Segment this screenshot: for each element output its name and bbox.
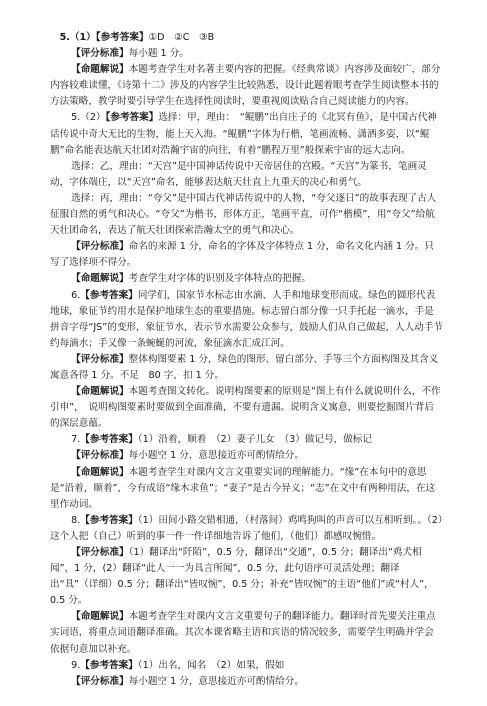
- label-text: 【评分标准】: [71, 353, 129, 365]
- body-text: （1）田间小路交错相通，（村落间）鸡鸣狗叫的声音可以互相听到。。（2）这个人把（自己）听到的事一件一件详细地告诉了他们，（他们）都感叹惋惜。: [50, 514, 443, 542]
- body-text: 每小题 1 分。: [128, 48, 189, 60]
- paragraph-q8-answer: [50, 513, 443, 545]
- label-text: 【评分标准】: [71, 241, 129, 253]
- paragraph-q6-answer: [50, 288, 443, 352]
- answer-content: [50, 30, 443, 690]
- body-text: （1）出名，闻名 （2）如果，假如: [137, 659, 285, 671]
- paragraph-q5-2-answer: [50, 110, 443, 158]
- label-text: 【参考答案】: [80, 514, 138, 526]
- body-text: 考查学生对字体的识别及字体特点的把握。: [128, 273, 311, 285]
- paragraph-q5-2-standard: [50, 239, 443, 271]
- label-text: 【评分标准】: [71, 547, 129, 558]
- paragraph-q8-analysis: [50, 609, 443, 657]
- body-text: 6.: [71, 289, 81, 301]
- paragraph-q5-1-analysis: [50, 62, 443, 110]
- body-text: 5.（2）: [71, 112, 106, 124]
- paragraph-q6-standard: [50, 352, 443, 384]
- paragraph-q7-answer: [50, 432, 443, 448]
- body-text: 7.: [71, 434, 81, 446]
- label-text: 【命题解说】: [71, 386, 129, 398]
- paragraph-q7-standard: [50, 448, 443, 464]
- label-text: 【参考答案】: [105, 112, 159, 124]
- label-text: 【参考答案】: [95, 32, 149, 43]
- label-text: 【评分标准】: [71, 450, 129, 462]
- body-text: 本题考查图文转化。说明构图要素的原则是“图上有什么就说明什么，不作引申”， 说明构图要素时要做到全面准确，不要有遗漏。说明含义寓意，则要挖掘图片背后的深层意蕴。: [50, 386, 441, 430]
- paragraph-q6-analysis: [50, 384, 443, 432]
- body-text: （1）翻译出“阡陌”，0.5 分，翻译出“交通”，0.5 分；翻译出“鸡犬相闻”，1 分，(2）翻译“此人一一为具言所闻”，0.5 分，此句语序可灵活处理；翻译出“具”（详细）0.5 分；翻译出“皆叹惋”，0.5 分；补充“皆叹惋”的主语“他们”或“村人”，0.5 分。: [50, 547, 434, 607]
- label-text: 【参考答案】: [80, 659, 138, 671]
- paragraph-q5-2-c: [50, 191, 443, 239]
- paragraph-q8-standard: [50, 545, 443, 609]
- body-text: 本题考查学生对课内文言文重要句子的翻译能力。翻译时首先要关注重点实词语，将重点词语翻译准确。其次本课省略主语和宾语的情况较多，需要学生明确并学会依据句意加以补充。: [50, 611, 436, 655]
- body-text: （1）沿着，顺着 （2）妻子儿女 （3）做记号，做标记: [137, 434, 372, 446]
- body-text: 本题考查学生对名著主要内容的把握。《经典常谈》内容涉及面较广，部分内容较难读懂，《诗第十二》涉及的内容学生比较熟悉，设计此题着眼考查学生阅读整本书的方法策略，教学时要引导学生在选择性阅读时，要重视阅读贴合自己阅读能力的内容。: [50, 64, 441, 108]
- body-text: 9.: [71, 659, 81, 671]
- label-text: 【评分标准】: [71, 48, 129, 60]
- paragraph-q9-answer: [50, 658, 443, 674]
- paragraph-q5-1-standard: [50, 46, 443, 62]
- body-text: 每小题空 1 分，意思接近亦可酌情给分。: [128, 450, 304, 462]
- body-text: 每小题空 1 分，意思接近亦可酌情给分。: [128, 675, 304, 687]
- label-text: 【评分标准】: [71, 675, 129, 687]
- paragraph-q9-standard: [50, 674, 443, 690]
- body-text: 8.: [71, 514, 81, 526]
- paragraph-q5-1-answer: [50, 30, 443, 46]
- label-text: 【命题解说】: [71, 273, 129, 285]
- label-text: 5.（1）: [59, 32, 96, 43]
- body-text: 选择：乙，理由：“天宫”是中国神话传说中天帝居住的宫殿。“天宫”为篆书，笔画灵动，字体端庄，以“天宫”命名，能够表达航天壮直上九重天的决心和勇气。: [50, 160, 427, 188]
- body-text: 整体构图要素 1 分，绿色的图形、留白部分、手等三个方面构图及其含义寓意各得 1 分。不足 80 字，扣 1 分。: [50, 353, 439, 381]
- paragraph-q5-2-b: [50, 159, 443, 191]
- paragraph-q5-2-analysis: [50, 271, 443, 287]
- body-text: 命名的来源 1 分，命名的字体及字体特点 1 分，命名文化内涵 1 分。只写了选择项不得分。: [50, 241, 434, 269]
- body-text: 同学们，国家节水标志由水滴、人手和地球变形而成。绿色的圆形代表地球，象征节约用水是保护地球生态的重要措施。标志留白部分像一只手托起一滴水，手是拼音字母“JS”的变形，象征节水，表示节水需要公众参与，鼓励人们从自己做起，人人动手节约每滴水；手又像一条蜿蜒的河流，象征滴水汇成江河。: [50, 289, 444, 349]
- label-text: 【命题解说】: [71, 64, 129, 76]
- body-text: 选择：甲，理由： “鲲鹏”出自庄子的《北冥有鱼》，是中国古代神话传说中奇大无比的生物，能上天入海。“鲲鹏”字体为行楷，笔画流畅、潇洒多姿，以“鲲鹏”命名能表达航天壮团对浩瀚宇宙的向往，有着“鹏程万里”般探索宇宙的远大志向。: [50, 112, 437, 156]
- body-text: 选择：丙，理由：“夸父”是中国古代神话传说中的人物，“夸父逐日”的故事表现了古人征服自然的勇气和决心。“夸父”为楷书，形体方正，笔画平直，可作“楷模”，用“夸父”给航天壮团命名，表达了航天壮团探索浩瀚太空的勇气和决心。: [50, 192, 437, 237]
- label-text: 【命题解说】: [71, 466, 129, 478]
- body-text: ①D ②C ③B: [148, 32, 215, 43]
- label-text: 【命题解说】: [71, 611, 129, 623]
- label-text: 【参考答案】: [80, 289, 138, 301]
- paragraph-q7-analysis: [50, 465, 443, 513]
- body-text: 本题考查学生对课内文言文重要实词的理解能力。“缘”在本句中的意思是“沿着，顺着”，今有成语“缘木求鱼”；“妻子”是古今异义；“志”在文中有两种用法，在这里作动词。: [50, 466, 436, 510]
- label-text: 【参考答案】: [80, 434, 138, 446]
